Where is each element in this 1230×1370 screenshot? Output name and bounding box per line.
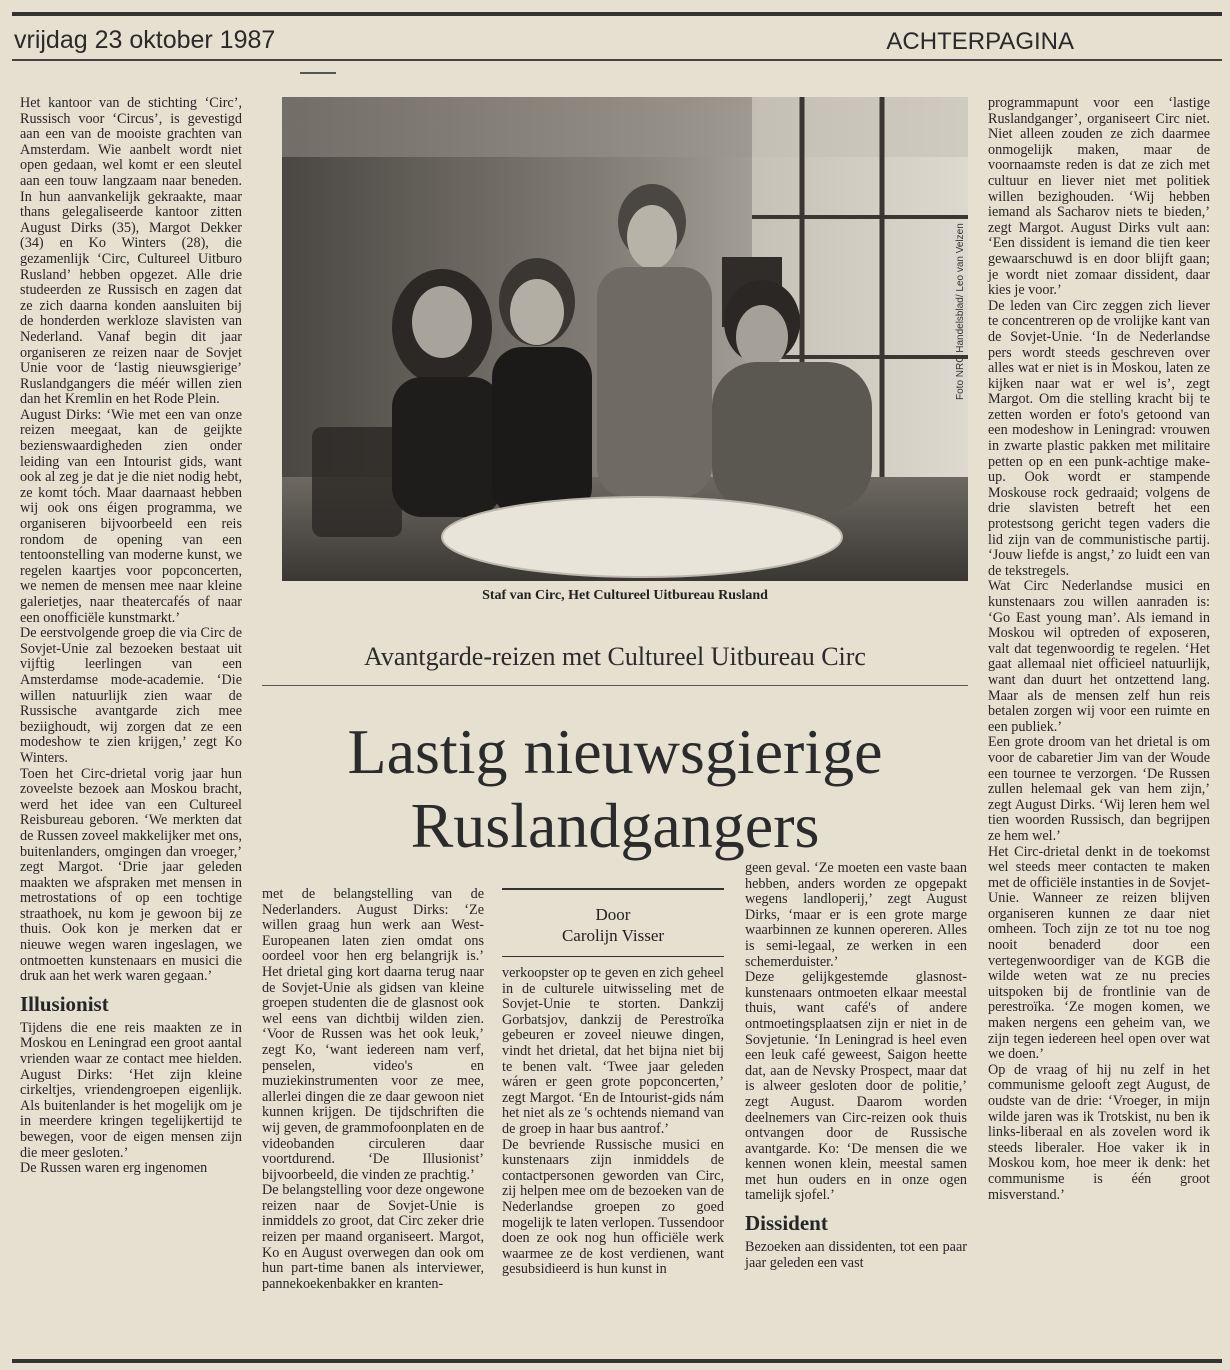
paragraph: Het kantoor van de stichting ‘Circ’, Russisch voor ‘Circus’, is gevestigd aan een van de mooiste grachten van Amsterdam. Wie aanbelt wordt niet open gedaan, wel komt er een sleutel aan een touw langzaam naar beneden. In hun aanvankelijk gekraakte, maar thans gelegaliseerde kantoor zitten August Dirks (35), Margot Dekker (34) en Ko Winters (28), die gezamenlijk ‘Circ, Cultureel Uitburo Rusland’ hebben opgezet. Alle drie studeerden ze Russisch en zagen dat ze zich daarna konden aansluiten bij de honderden werkloze slavisten van Nederland. Vanaf begin dit jaar organiseren ze reizen naar de Sovjet Unie voor de ‘lastig nieuwsgierige’ Ruslandgangers die méér willen zien dan het Kremlin en het Rode Plein. [20, 95, 242, 408]
headline-line: Ruslandgangers [410, 790, 820, 861]
article-column-4 [745, 861, 967, 1271]
paragraph: geen geval. ‘Ze moeten een vaste baan hebben, anders worden ze opgepakt wegens landloperij,’ zegt August Dirks, ‘maar er is een grote marge waarbinnen ze kunnen opereren. Alles is semi-legaal, ze werken in een schemerduister.’ [745, 860, 967, 970]
paragraph: programmapunt voor een ‘lastige Ruslandganger’, organiseert Circ niet. Niet alleen zouden ze zich daarmee onmogelijk maken, maar de voornaamste reden is dat ze zich met cultuur en liever niet met politiek willen bezighouden. ‘Wij hebben iemand als Sacharov niets te bieden,’ zegt Margot. August Dirks vult aan: ‘Een dissident is iemand die tien keer gewaarschuwd is en door blijft gaan; je wordt niet zomaar dissident, daar kies je voor.’ [988, 95, 1210, 299]
paragraph: verkoopster op te geven en zich geheel in de culturele uitwisseling met de Sovjet-Unie te storten. Dankzij Gorbatsjov, dankzij de Perestroïka gebeuren er zoveel nieuwe dingen, vindt het drietal, dat het bijna niet bij te benen valt. ‘Twee jaar geleden wáren er geen grote popconcerten,’ zegt Margot. ‘En de Intourist-gids nám het niet als ze 's ochtends niemand van de groep in haar bus aantrof.’ [502, 965, 724, 1137]
article-column-3 [502, 966, 724, 1278]
photo-credit: Foto NRC Handelsblad/ Leo van Velzen [955, 223, 966, 400]
byline-top-rule [502, 888, 724, 890]
kicker-rule [262, 685, 968, 686]
paragraph: Toen het Circ-drietal vorig jaar hun zoveelste bezoek aan Moskou bracht, werd het idee van een Cultureel Reisbureau geboren. ‘We merkten dat de Russen zoveel makkelijker met ons, buitenlanders, omgingen dan vroeger,’ zegt Margot. ‘Drie jaar geleden maakten we afspraken met mensen in metrostations of op een tochtige straathoek, nu kom je gewoon bij ze thuis. Ook kon je merken dat er nieuwe wegen waren ingeslagen, we ontmoetten kunstenaars en musici die druk aan het werk waren gegaan.’ [20, 765, 242, 985]
paragraph: Het Circ-drietal denkt in de toekomst wel steeds meer contacten te maken met de officiële instanties in de Sovjet-Unie. Wanneer ze reizen blijven organiseren kunnen ze daar niet omheen. Toch zijn ze tot nu toe nog nooit benaderd door een vertegenwoordiger van de KGB die wilde weten wat ze nu precies uitspoken bij de frontlinie van de perestroïka. ‘Ze mogen komen, we maken nergens een geheim van, we zijn tegen iedereen heel open over wat we doen.’ [988, 843, 1210, 1063]
staff-photo [282, 97, 968, 581]
decorative-dash [300, 72, 336, 74]
byline-box [502, 888, 724, 957]
byline-bottom-rule [502, 956, 724, 957]
paragraph: De eerstvolgende groep die via Circ de Sovjet-Unie zal bezoeken bestaat uit vijftig leerlingen van een Amsterdamse mode-academie. ‘Die willen natuurlijk zien waar de Russische avantgarde zich mee beziighoudt, wij zorgen dat ze een modeshow te zien krijgen,’ zegt Ko Winters. [20, 625, 242, 766]
paragraph: Tijdens die ene reis maakten ze in Moskou en Leningrad een groot aantal vrienden waar ze contact mee hielden. August Dirks: ‘Het zijn kleine cirkeltjes, vriendengroepen eigenlijk. Als buitenlander is het mogelijk om je in meerdere kringen tegelijkertijd te bewegen, voor de eigen mensen zijn die meer gesloten.’ [20, 1019, 242, 1161]
paragraph: De bevriende Russische musici en kunstenaars zijn inmiddels de contactpersonen geworden van Circ, zij helpen mee om de bezoeken van de Nederlandse groepen zo goed mogelijk te laten verlopen. Tussendoor doen ze ook nog hun officiële werk waarmee ze de kost verdienen, want gesubsidieerd is hun kunst in [502, 1136, 724, 1278]
byline-author: Carolijn Visser [561, 926, 665, 945]
paragraph: Bezoeken aan dissidenten, tot een paar jaar geleden een vast [745, 1239, 967, 1271]
paragraph: De Russen waren erg ingenomen [20, 1160, 208, 1177]
article-column-5 [988, 96, 1210, 1203]
paragraph: Op de vraag of hij nu zelf in het communisme gelooft zegt August, de oudste van de drie: ‘Vroeger, in mijn wilde jaren was ik Trotskist, nu ben ik links-liberaal en als zovelen word ik steeds liberaler. Hoe vaker ik in Moskou kom, hoe meer ik denk: het communisme is één groot misverstand.’ [988, 1061, 1210, 1203]
header-section: ACHTERPAGINA [886, 28, 1074, 55]
subheading-illusionist: Illusionist [20, 991, 109, 1016]
bottom-rule [12, 1359, 1222, 1363]
paragraph: Deze gelijkgestemde glasnost-kunstenaars ontmoeten elkaar meestal thuis, want café's of andere ontmoetingsplaatsen zijn er niet in de Sovjetunie. ‘In Leningrad is heel even een leuk café geweest, Saigon heette dat, aan de Nevsky Prospect, maar dat is alweer gesloten door de politie,’ zegt August. Daarom worden deelnemers van Circ-reizen ook thuis ontvangen door de Russische avantgarde. Ko: ‘De mensen die we kennen wonen klein, meestal samen met hun ouders en in onze ogen tamelijk sjofel.’ [745, 969, 967, 1204]
header-date: vrijdag 23 oktober 1987 [14, 26, 276, 54]
photo-illustration [282, 97, 968, 581]
header-rule [12, 59, 1222, 61]
photo-caption: Staf van Circ, Het Cultureel Uitbureau Rusland [482, 588, 768, 603]
paragraph: met de belangstelling van de Nederlanders. August Dirks: ‘Ze willen graag hun werk aan West-Europeanen laten zien omdat ons oordeel voor hen erg belangrijk is.’ Het drietal ging kort daarna terug naar de Sovjet-Unie als gidsen van kleine groepen studenten die de glasnost ook wel eens van dichtbij wilden zien. ‘Voor de Russen was het ook leuk,’ zegt Ko, ‘want iedereen nam verf, penselen, video's en muziekinstrumenten voor ze mee, allerlei dingen die ze daar gewoon niet kunnen krijgen. De tijdschriften die wij geven, de grammofoonplaten en de videobanden circuleren daar voortdurend. ‘De Illusionist’ bijvoorbeeld, die vinden ze prachtig.’ [262, 886, 484, 1183]
headline-line: Lastig nieuwsgierige [347, 716, 883, 787]
article-column-2 [262, 887, 484, 1292]
top-rule [12, 12, 1222, 16]
article-headline [262, 715, 968, 863]
paragraph: Een grote droom van het drietal is om voor de cabaretier Jim van der Woude een tournee te verzorgen. ‘De Russen zullen helemaal gek van hem zijn,’ zegt August Dirks. ‘Wij leren hem wel tien woorden Russisch, dan begrijpen ze hem wel.’ [988, 734, 1210, 844]
paragraph: August Dirks: ‘Wie met een van onze reizen meegaat, kan de geijkte bezienswaardigheden zien onder leiding van een Intourist gids, want ook al zeg je dat je die niet nodig hebt, ze komt tóch. Maar daarnaast hebben wij ook ons éigen programma, we organiseren bijvoorbeeld een reis rondom de opening van een tentoonstelling van moderne kunst, we regelen kaartjes voor popconcerten, we nemen de mensen mee naar kleine galerietjes, naar theatercafés of naar een onofficiële kunstmarkt.’ [20, 406, 242, 626]
paragraph: De leden van Circ zeggen zich liever te concentreren op de vrolijke kant van de Sovjet-Unie. ‘In de Nederlandse pers wordt steeds geschreven over alles wat er niet is in Moskou, laten ze kijken naar wat er wel is’, zegt Margot. Om die stelling kracht bij te zetten worden er foto's getoond van een modeshow in Leningrad: vrouwen in zwarte plastic pakken met militaire petten op en een punk-achtige make-up. Ook wordt er stampende Moskouse rock gedraaid; volgens de drie slavisten betreft het een protestsong gericht tegen vaders die lid zijn van de communistische partij. ‘Jouw liefde is angst,’ zo luidt een van de tekstregels. [988, 297, 1210, 579]
article-kicker: Avantgarde-reizen met Cultureel Uitbureau Circ [364, 642, 866, 671]
paragraph: Wat Circ Nederlandse musici en kunstenaars zou willen aanraden is: ‘Go East young man’. Als iemand in Moskou wil optreden of exposeren, valt dat tegenwoordig te regelen. ‘Het gaat allemaal niet officieel natuurlijk, want dan duurt het ontzettend lang. Maar als de mensen zelf hun reis betalen zorgen wij voor een ruimte en een publiek.’ [988, 578, 1210, 735]
subheading-dissident: Dissident [745, 1211, 828, 1236]
paragraph: De belangstelling voor deze ongewone reizen naar de Sovjet-Unie is inmiddels zo groot, dat Circ zeker drie reizen per maand organiseert. Margot, Ko en August overwegen dan ook om hun part-time banen als interviewer, pannekoekenbakker en kranten- [262, 1182, 484, 1292]
byline-door: Door [595, 905, 631, 924]
article-column-1 [20, 96, 242, 1177]
